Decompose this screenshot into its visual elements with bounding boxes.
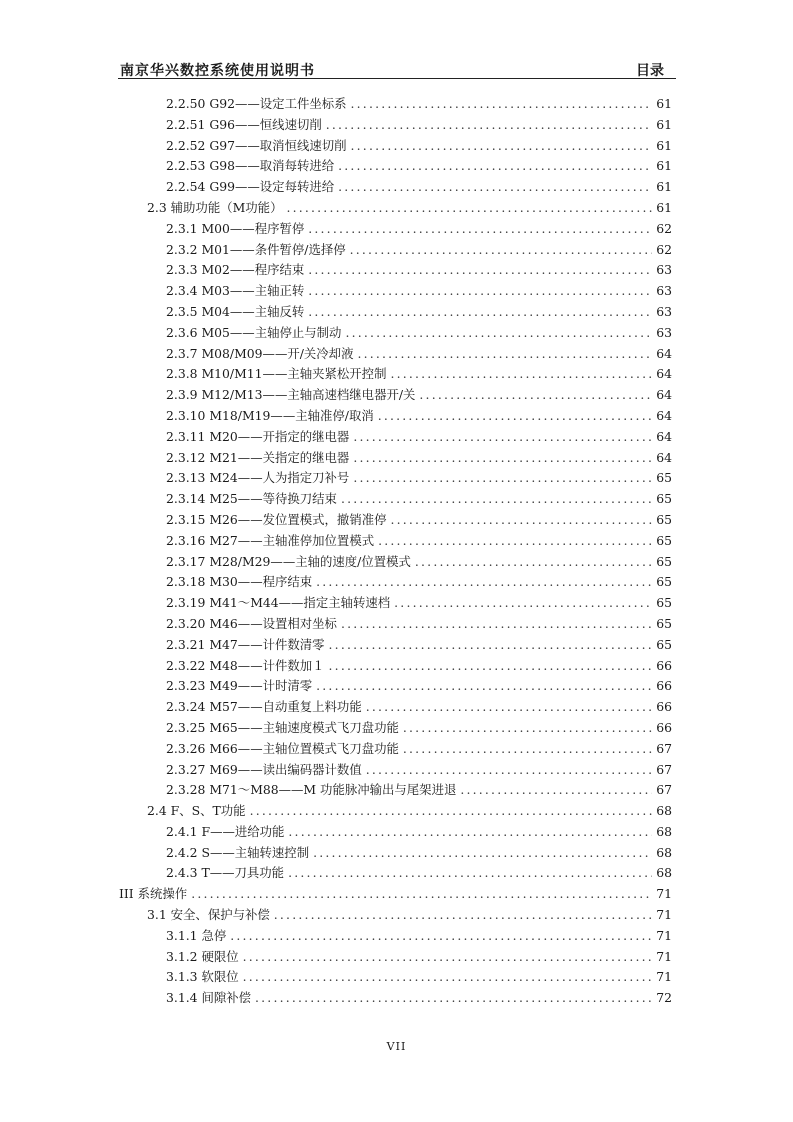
toc-entry-title: 2.3.10 M18/M19——主轴准停/取消 bbox=[166, 407, 374, 423]
toc-entry[interactable] bbox=[0, 468, 672, 489]
toc-entry[interactable] bbox=[0, 988, 672, 1009]
toc-leader-dots bbox=[288, 822, 652, 843]
toc-leader-dots bbox=[316, 572, 652, 593]
toc-leader-dots bbox=[274, 905, 652, 926]
toc-entry-title: 3.1 安全、保护与补偿 bbox=[147, 907, 270, 923]
toc-leader-dots bbox=[326, 115, 652, 136]
toc-entry[interactable] bbox=[0, 926, 672, 947]
toc-entry-title: 3.1.3 软限位 bbox=[166, 969, 239, 985]
toc-leader-dots bbox=[419, 385, 652, 406]
toc-entry-page: 65 bbox=[656, 532, 672, 548]
toc-leader-dots bbox=[329, 656, 653, 677]
toc-entry-title: 2.2.54 G99——设定每转进给 bbox=[166, 179, 335, 195]
toc-entry-page: 65 bbox=[656, 636, 672, 652]
toc-entry-title: III 系统操作 bbox=[119, 886, 188, 902]
toc-entry-page: 66 bbox=[656, 678, 672, 694]
toc-entry[interactable] bbox=[0, 94, 672, 115]
toc-entry-page: 68 bbox=[656, 823, 672, 839]
toc-entry-title: 2.3.18 M30——程序结束 bbox=[166, 574, 313, 590]
toc-entry-page: 64 bbox=[656, 387, 672, 403]
toc-entry-title: 2.3.1 M00——程序暂停 bbox=[166, 220, 305, 236]
toc-entry[interactable] bbox=[0, 364, 672, 385]
toc-entry-title: 2.3.7 M08/M09——开/关冷却液 bbox=[166, 345, 354, 361]
toc-entry-title: 2.3.17 M28/M29——主轴的速度/位置模式 bbox=[166, 553, 411, 569]
toc-entry[interactable] bbox=[0, 198, 672, 219]
toc-leader-dots bbox=[316, 676, 652, 697]
toc-entry-page: 64 bbox=[656, 449, 672, 465]
toc-entry-title: 3.1.2 硬限位 bbox=[166, 948, 239, 964]
toc-entry-page: 65 bbox=[656, 553, 672, 569]
toc-entry-page: 66 bbox=[656, 719, 672, 735]
toc-entry[interactable] bbox=[0, 843, 672, 864]
toc-entry-title: 2.3.5 M04——主轴反转 bbox=[166, 303, 305, 319]
toc-entry[interactable] bbox=[0, 863, 672, 884]
toc-entry[interactable] bbox=[0, 448, 672, 469]
toc-entry[interactable] bbox=[0, 323, 672, 344]
toc-leader-dots bbox=[313, 843, 652, 864]
toc-entry-title: 2.3.6 M05——主轴停止与制动 bbox=[166, 324, 342, 340]
toc-entry-title: 2.3.15 M26——发位置模式，撤销准停 bbox=[166, 511, 387, 527]
toc-entry-page: 67 bbox=[656, 761, 672, 777]
toc-entry[interactable] bbox=[0, 427, 672, 448]
toc-entry-title: 2.2.53 G98——取消每转进给 bbox=[166, 158, 335, 174]
toc-leader-dots bbox=[341, 614, 652, 635]
toc-leader-dots bbox=[366, 760, 653, 781]
toc-entry-page: 63 bbox=[656, 324, 672, 340]
toc-entry[interactable] bbox=[0, 115, 672, 136]
toc-entry[interactable] bbox=[0, 760, 672, 781]
toc-leader-dots bbox=[286, 198, 652, 219]
page-header bbox=[118, 60, 676, 79]
toc-leader-dots bbox=[230, 926, 652, 947]
toc-leader-dots bbox=[243, 967, 653, 988]
toc-leader-dots bbox=[255, 988, 652, 1009]
toc-entry[interactable] bbox=[0, 531, 672, 552]
toc-entry-page: 63 bbox=[656, 262, 672, 278]
toc-entry-page: 64 bbox=[656, 345, 672, 361]
toc-entry[interactable] bbox=[0, 635, 672, 656]
toc-entry-page: 61 bbox=[656, 158, 672, 174]
toc-entry-title: 2.3.2 M01——条件暂停/选择停 bbox=[166, 241, 346, 257]
toc-leader-dots bbox=[353, 448, 652, 469]
document-title: 南京华兴数控系统使用说明书 bbox=[120, 63, 315, 79]
toc-entry-title: 2.3.4 M03——主轴正转 bbox=[166, 283, 305, 299]
toc-leader-dots bbox=[378, 406, 652, 427]
toc-leader-dots bbox=[338, 156, 652, 177]
toc-leader-dots bbox=[415, 552, 652, 573]
toc-entry-page: 72 bbox=[656, 990, 672, 1006]
toc-entry[interactable] bbox=[0, 718, 672, 739]
toc-entry-title: 2.3.24 M57——自动重复上料功能 bbox=[166, 699, 362, 715]
toc-leader-dots bbox=[345, 323, 652, 344]
toc-entry-page: 68 bbox=[656, 865, 672, 881]
toc-entry-page: 61 bbox=[656, 179, 672, 195]
toc-leader-dots bbox=[390, 364, 652, 385]
toc-entry[interactable] bbox=[0, 739, 672, 760]
toc-entry-title: 2.3.23 M49——计时清零 bbox=[166, 678, 313, 694]
toc-entry-page: 65 bbox=[656, 574, 672, 590]
toc-entry-title: 2.2.52 G97——取消恒线速切削 bbox=[166, 137, 347, 153]
toc-entry-page: 64 bbox=[656, 366, 672, 382]
toc-entry-page: 65 bbox=[656, 511, 672, 527]
toc-entry[interactable] bbox=[0, 510, 672, 531]
toc-leader-dots bbox=[308, 260, 652, 281]
toc-entry[interactable] bbox=[0, 947, 672, 968]
toc-entry[interactable] bbox=[0, 572, 672, 593]
toc-entry[interactable] bbox=[0, 780, 672, 801]
toc-entry-title: 2.3.28 M71～M88——M 功能脉冲输出与尾架进退 bbox=[166, 782, 457, 798]
toc-leader-dots bbox=[353, 468, 652, 489]
toc-entry-page: 71 bbox=[656, 969, 672, 985]
toc-entry[interactable] bbox=[0, 302, 672, 323]
toc-entry[interactable] bbox=[0, 136, 672, 157]
toc-entry-page: 71 bbox=[656, 886, 672, 902]
toc-entry-title: 2.3.16 M27——主轴准停加位置模式 bbox=[166, 532, 375, 548]
toc-entry-page: 61 bbox=[656, 96, 672, 111]
toc-leader-dots bbox=[351, 136, 653, 157]
toc-entry-page: 61 bbox=[656, 116, 672, 132]
toc-entry[interactable] bbox=[0, 240, 672, 261]
toc-entry-title: 2.4.2 S——主轴转速控制 bbox=[166, 844, 310, 860]
toc-entry-page: 64 bbox=[656, 428, 672, 444]
toc-leader-dots bbox=[341, 489, 652, 510]
toc-leader-dots bbox=[403, 718, 652, 739]
toc-entry-title: 2.4.1 F——进给功能 bbox=[166, 823, 285, 839]
toc-entry-title: 2.3.20 M46——设置相对坐标 bbox=[166, 615, 337, 631]
toc-leader-dots bbox=[357, 344, 652, 365]
toc-leader-dots bbox=[250, 801, 653, 822]
toc-entry-title: 2.4 F、S、T功能 bbox=[147, 803, 246, 819]
toc-entry[interactable] bbox=[0, 219, 672, 240]
toc-entry-page: 71 bbox=[656, 907, 672, 923]
toc-entry-page: 61 bbox=[656, 137, 672, 153]
toc-entry-page: 68 bbox=[656, 803, 672, 819]
toc-entry-title: 3.1.4 间隙补偿 bbox=[166, 990, 252, 1006]
toc-entry-title: 2.3.13 M24——人为指定刀补号 bbox=[166, 470, 350, 486]
toc-entry[interactable] bbox=[0, 344, 672, 365]
toc-entry-page: 65 bbox=[656, 595, 672, 611]
toc-entry-title: 2.3.25 M65——主轴速度模式飞刀盘功能 bbox=[166, 719, 399, 735]
toc-leader-dots bbox=[394, 593, 652, 614]
toc-entry-title: 2.3.26 M66——主轴位置模式飞刀盘功能 bbox=[166, 740, 399, 756]
toc-entry[interactable] bbox=[0, 593, 672, 614]
toc-entry-page: 65 bbox=[656, 470, 672, 486]
toc-entry-page: 65 bbox=[656, 491, 672, 507]
toc-entry-page: 68 bbox=[656, 844, 672, 860]
toc-entry[interactable] bbox=[0, 489, 672, 510]
toc-entry-title: 2.3.27 M69——读出编码器计数值 bbox=[166, 761, 362, 777]
toc-entry-page: 71 bbox=[656, 948, 672, 964]
toc-entry-page: 64 bbox=[656, 407, 672, 423]
toc-entry[interactable] bbox=[0, 281, 672, 302]
toc-entry-page: 66 bbox=[656, 699, 672, 715]
toc-entry-page: 62 bbox=[656, 241, 672, 257]
toc-entry[interactable] bbox=[0, 614, 672, 635]
toc-entry[interactable] bbox=[0, 884, 672, 905]
toc-entry[interactable] bbox=[0, 656, 672, 677]
toc-entry[interactable] bbox=[0, 676, 672, 697]
toc-entry[interactable] bbox=[0, 406, 672, 427]
toc-entry-title: 2.3.21 M47——计件数清零 bbox=[166, 636, 325, 652]
toc-entry-page: 67 bbox=[656, 782, 672, 798]
toc-entry-page: 63 bbox=[656, 283, 672, 299]
toc-entry[interactable] bbox=[0, 177, 672, 198]
toc-leader-dots bbox=[403, 739, 652, 760]
toc-entry-page: 63 bbox=[656, 303, 672, 319]
toc-leader-dots bbox=[329, 635, 653, 656]
toc-leader-dots bbox=[460, 780, 652, 801]
toc-entry-title: 2.3.3 M02——程序结束 bbox=[166, 262, 305, 278]
toc-entry[interactable] bbox=[0, 801, 672, 822]
toc-entry[interactable] bbox=[0, 260, 672, 281]
section-title: 目录 bbox=[636, 63, 664, 79]
toc-entry-title: 2.2.50 G92——设定工件坐标系 bbox=[166, 96, 347, 111]
toc-leader-dots bbox=[378, 531, 652, 552]
toc-leader-dots bbox=[243, 947, 653, 968]
toc-entry[interactable] bbox=[0, 905, 672, 926]
toc-leader-dots bbox=[191, 884, 652, 905]
toc-entry-title: 2.3.12 M21——关指定的继电器 bbox=[166, 449, 350, 465]
toc-leader-dots bbox=[308, 219, 652, 240]
toc-leader-dots bbox=[351, 94, 653, 115]
toc-entry-title: 2.3 辅助功能（M功能） bbox=[147, 199, 283, 215]
page-number: VII bbox=[386, 1040, 407, 1053]
toc-entry-title: 2.4.3 T——刀具功能 bbox=[166, 865, 285, 881]
toc-entry[interactable] bbox=[0, 967, 672, 988]
toc-leader-dots bbox=[366, 697, 653, 718]
toc-leader-dots bbox=[338, 177, 652, 198]
toc-leader-dots bbox=[353, 427, 652, 448]
toc-entry-title: 2.3.14 M25——等待换刀结束 bbox=[166, 491, 337, 507]
toc-entry-title: 2.3.11 M20——开指定的继电器 bbox=[166, 428, 350, 444]
toc-leader-dots bbox=[308, 302, 652, 323]
toc-entry[interactable] bbox=[0, 156, 672, 177]
toc-leader-dots bbox=[391, 510, 653, 531]
toc-leader-dots bbox=[350, 240, 653, 261]
toc-entry-page: 66 bbox=[656, 657, 672, 673]
toc-entry-page: 62 bbox=[656, 220, 672, 236]
toc-leader-dots bbox=[288, 863, 652, 884]
toc-entry-title: 2.2.51 G96——恒线速切削 bbox=[166, 116, 322, 132]
toc-entry-title: 2.3.9 M12/M13——主轴高速档继电器开/关 bbox=[166, 387, 416, 403]
toc-leader-dots bbox=[308, 281, 652, 302]
toc-entry[interactable] bbox=[0, 697, 672, 718]
toc-entry-page: 61 bbox=[656, 199, 672, 215]
toc-entry[interactable] bbox=[0, 552, 672, 573]
toc-entry[interactable] bbox=[0, 385, 672, 406]
toc-entry-page: 65 bbox=[656, 615, 672, 631]
toc-entry-title: 3.1.1 急停 bbox=[166, 927, 227, 943]
toc-entry-page: 71 bbox=[656, 927, 672, 943]
table-of-contents bbox=[0, 94, 793, 1009]
toc-entry[interactable] bbox=[0, 822, 672, 843]
toc-entry-title: 2.3.8 M10/M11——主轴夹紧松开控制 bbox=[166, 366, 387, 382]
toc-entry-title: 2.3.22 M48——计件数加１ bbox=[166, 657, 325, 673]
toc-entry-title: 2.3.19 M41～M44——指定主轴转速档 bbox=[166, 595, 391, 611]
toc-entry-page: 67 bbox=[656, 740, 672, 756]
